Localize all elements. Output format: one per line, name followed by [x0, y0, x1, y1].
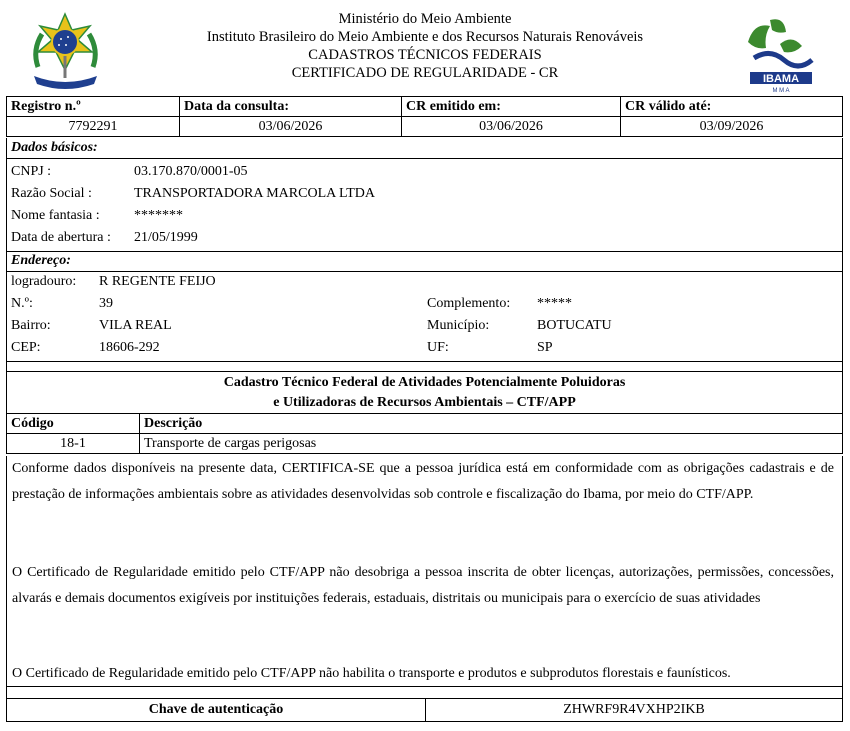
cep-value: 18606-292 — [99, 340, 160, 355]
cr-emitido-header: CR emitido em: — [402, 97, 621, 117]
ctf-activities-table — [6, 413, 843, 454]
activity-descricao: Transporte de cargas perigosas — [140, 434, 843, 454]
cr-valido-header: CR válido até: — [621, 97, 843, 117]
cep-label: CEP: — [11, 340, 41, 355]
complemento-value: ***** — [537, 296, 572, 311]
descricao-header: Descrição — [140, 414, 843, 434]
cr-valido-value: 03/09/2026 — [621, 117, 843, 137]
divider — [6, 158, 843, 159]
auth-key-value[interactable]: ZHWRF9R4VXHP2IKB — [426, 699, 843, 722]
header-titles — [120, 10, 730, 82]
nome-fantasia-label: Nome fantasia : — [11, 208, 100, 223]
numero-value: 39 — [99, 296, 113, 311]
data-abertura-value: 21/05/1999 — [134, 230, 198, 245]
nome-fantasia-value: ******* — [134, 208, 183, 223]
ctf-title-line1: Cadastro Técnico Federal de Atividades Potencialmente Poluidoras — [223, 375, 626, 390]
spacer-row — [6, 686, 843, 698]
data-consulta-value: 03/06/2026 — [180, 117, 402, 137]
document-header — [0, 0, 850, 96]
bairro-value: VILA REAL — [99, 318, 172, 333]
complemento-label: Complemento: — [427, 296, 511, 311]
municipio-value: BOTUCATU — [537, 318, 612, 333]
uf-value: SP — [537, 340, 553, 355]
brazil-coat-of-arms-icon — [28, 12, 103, 92]
ibama-logo-icon — [740, 14, 818, 94]
endereco-title: Endereço: — [11, 253, 71, 268]
cnpj-label: CNPJ : — [11, 164, 52, 179]
logradouro-label: logradouro: — [11, 274, 77, 289]
logradouro-value: R REGENTE FEIJO — [99, 274, 216, 289]
header-certificate-title: CERTIFICADO DE REGULARIDADE - CR — [291, 65, 559, 81]
authentication-table — [6, 698, 843, 722]
registro-table — [6, 96, 843, 137]
activity-codigo: 18-1 — [7, 434, 140, 454]
disclaimer-paragraph-1: O Certificado de Regularidade emitido pelo CTF/APP não desobriga a pessoa inscrita de obter licenças, autorizações, permissões, concessões, alvarás e demais documentos exigíveis por instituições federais, estaduais, distritais ou municipais para o exercício de suas atividades — [12, 565, 834, 606]
table-row — [7, 434, 843, 454]
header-ministry: Ministério do Meio Ambiente — [338, 11, 512, 27]
uf-label: UF: — [427, 340, 449, 355]
data-consulta-header: Data da consulta: — [180, 97, 402, 117]
certification-paragraph: Conforme dados disponíveis na presente data, CERTIFICA-SE que a pessoa jurídica está em conformidade com as obrigações cadastrais e de prestação de informações ambientais sobre as atividades desenvolvidas sob controle e fiscalização do Ibama, por meio do CTF/APP. — [12, 461, 834, 502]
dados-basicos-section — [6, 138, 843, 252]
ctf-title-box — [6, 371, 843, 413]
ibama-logo-subtext: M M A — [772, 88, 790, 94]
auth-key-label: Chave de autenticação — [7, 699, 426, 722]
header-cadastros: CADASTROS TÉCNICOS FEDERAIS — [308, 47, 542, 63]
cr-emitido-value: 03/06/2026 — [402, 117, 621, 137]
dados-basicos-title: Dados básicos: — [11, 140, 98, 155]
bairro-label: Bairro: — [11, 318, 51, 333]
numero-label: N.º: — [11, 296, 33, 311]
disclaimer-paragraph-2: O Certificado de Regularidade emitido pelo CTF/APP não habilita o transporte e produtos e subprodutos florestais e faunísticos. — [12, 666, 731, 681]
razao-social-value: TRANSPORTADORA MARCOLA LTDA — [134, 186, 376, 201]
ctf-title-line2: e Utilizadoras de Recursos Ambientais – CTF/APP — [273, 395, 576, 410]
registro-header: Registro n.º — [7, 97, 180, 117]
razao-social-label: Razão Social : — [11, 186, 92, 201]
municipio-label: Município: — [427, 318, 490, 333]
codigo-header: Código — [7, 414, 140, 434]
spacer-row — [6, 361, 843, 371]
cnpj-value: 03.170.870/0001-05 — [134, 164, 248, 179]
header-institute: Instituto Brasileiro do Meio Ambiente e dos Recursos Naturais Renováveis — [206, 29, 644, 45]
data-abertura-label: Data de abertura : — [11, 230, 111, 245]
registro-value: 7792291 — [7, 117, 180, 137]
ibama-logo-text: IBAMA — [762, 73, 800, 85]
